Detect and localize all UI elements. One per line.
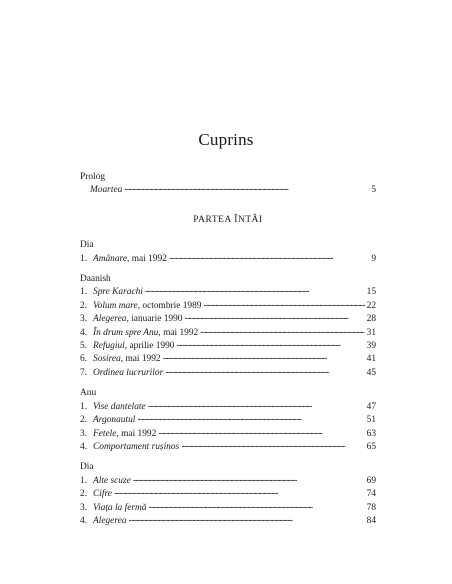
- toc-entry[interactable]: [80, 252, 376, 265]
- entry-label: Alegerea, ianuarie 1990: [93, 314, 183, 325]
- toc-entry[interactable]: [80, 514, 376, 527]
- entry-page-number: 15: [366, 287, 376, 298]
- toc-section-prolog: [80, 172, 376, 197]
- dot-leader: [169, 252, 369, 261]
- entry-label: Volum mare, octombrie 1989: [93, 300, 202, 311]
- entry-page-number: 9: [371, 253, 376, 264]
- toc-entry[interactable]: [80, 326, 376, 339]
- dot-leader: [114, 487, 365, 496]
- entry-number: 1.: [80, 401, 88, 412]
- dot-leader: [200, 326, 364, 335]
- toc-entry[interactable]: [80, 474, 376, 487]
- entry-label: Ordinea lucrurilor: [93, 367, 164, 378]
- entry-page-number: 65: [366, 441, 376, 452]
- dot-leader: [145, 285, 365, 294]
- entry-number: 6.: [80, 354, 88, 365]
- dot-leader: [148, 400, 365, 409]
- entry-label: În drum spre Anu, mai 1992: [93, 327, 199, 338]
- entry-label: Argonautul: [93, 415, 136, 426]
- page-title: Cuprins: [198, 130, 254, 149]
- toc-entry[interactable]: [80, 285, 376, 298]
- toc-entry[interactable]: [80, 312, 376, 325]
- toc-section-daanish: [80, 274, 376, 379]
- entry-page-number: 63: [366, 428, 376, 439]
- dot-leader: [124, 183, 369, 192]
- entry-page-number: 78: [366, 502, 376, 513]
- toc-section-dia: [80, 240, 376, 265]
- toc-section-anu: [80, 388, 376, 453]
- dot-leader: [177, 339, 365, 348]
- entry-label: Vise dantelate: [93, 401, 146, 412]
- dot-leader: [129, 514, 365, 523]
- toc-entry[interactable]: [80, 487, 376, 500]
- entry-page-number: 39: [366, 341, 376, 352]
- section-heading: Prolog: [80, 172, 106, 182]
- entry-page-number: 45: [366, 367, 376, 378]
- entry-label: Fetele, mai 1992: [93, 428, 157, 439]
- entry-number: 2.: [80, 300, 88, 311]
- toc-entry[interactable]: [80, 413, 376, 426]
- dot-leader: [137, 413, 364, 422]
- entry-number: 4.: [80, 441, 88, 452]
- dot-leader: [133, 474, 365, 483]
- dot-leader: [163, 352, 365, 361]
- entry-label: Sosirea, mai 1992: [93, 354, 161, 365]
- entry-page-number: 28: [366, 314, 376, 325]
- toc-entry[interactable]: [80, 299, 376, 312]
- toc-entry[interactable]: [80, 400, 376, 413]
- dot-leader: [181, 440, 364, 449]
- entry-page-number: 47: [366, 401, 376, 412]
- entry-label: Alte scuze: [93, 475, 131, 486]
- entry-number: 1.: [80, 253, 88, 264]
- toc-entry[interactable]: [80, 427, 376, 440]
- entry-number: 1.: [80, 287, 88, 298]
- section-heading: Dia: [80, 462, 94, 473]
- entry-number: 4.: [80, 327, 88, 338]
- section-heading: Daanish: [80, 274, 111, 285]
- entry-page-number: 69: [366, 475, 376, 486]
- entry-number: 3.: [80, 428, 88, 439]
- entry-page-number: 51: [366, 415, 376, 426]
- entry-label: Spre Karachi: [93, 287, 143, 298]
- toc-entry[interactable]: [80, 352, 376, 365]
- section-heading: Dia: [80, 240, 94, 251]
- entry-number: 4.: [80, 515, 88, 526]
- entry-page-number: 74: [366, 489, 376, 500]
- toc-entry[interactable]: [80, 440, 376, 453]
- entry-page-number: 22: [366, 300, 376, 311]
- dot-leader: [204, 299, 365, 308]
- toc-entry[interactable]: [80, 183, 376, 196]
- entry-number: 3.: [80, 314, 88, 325]
- entry-number: 1.: [80, 475, 88, 486]
- table-of-contents: [80, 172, 376, 536]
- entry-number: 3.: [80, 502, 88, 513]
- toc-entry[interactable]: [80, 501, 376, 514]
- entry-label: Refugiul, aprilie 1990: [93, 341, 175, 352]
- entry-page-number: 5: [371, 185, 376, 196]
- entry-number: 2.: [80, 415, 88, 426]
- entry-number: 7.: [80, 367, 88, 378]
- entry-label: Comportament rușinos: [93, 441, 180, 452]
- toc-section-dia-2: [80, 462, 376, 527]
- entry-label: Alegerea: [93, 515, 127, 526]
- entry-label: Amânare, mai 1992: [93, 253, 167, 264]
- dot-leader: [148, 501, 364, 510]
- entry-page-number: 41: [366, 354, 376, 365]
- entry-label: Viața la fermă: [93, 502, 147, 513]
- entry-number: 2.: [80, 489, 88, 500]
- part-heading: PARTEA ÎNTÂI: [193, 214, 263, 225]
- toc-entry[interactable]: [80, 339, 376, 352]
- dot-leader: [184, 312, 364, 321]
- toc-entry[interactable]: [80, 366, 376, 379]
- entry-label: Moartea: [90, 185, 123, 196]
- section-heading: Anu: [80, 388, 97, 399]
- entry-label: Cifre: [93, 489, 112, 500]
- entry-number: 5.: [80, 341, 88, 352]
- dot-leader: [158, 427, 364, 436]
- dot-leader: [165, 366, 364, 375]
- entry-page-number: 84: [366, 515, 376, 526]
- entry-page-number: 31: [366, 327, 376, 338]
